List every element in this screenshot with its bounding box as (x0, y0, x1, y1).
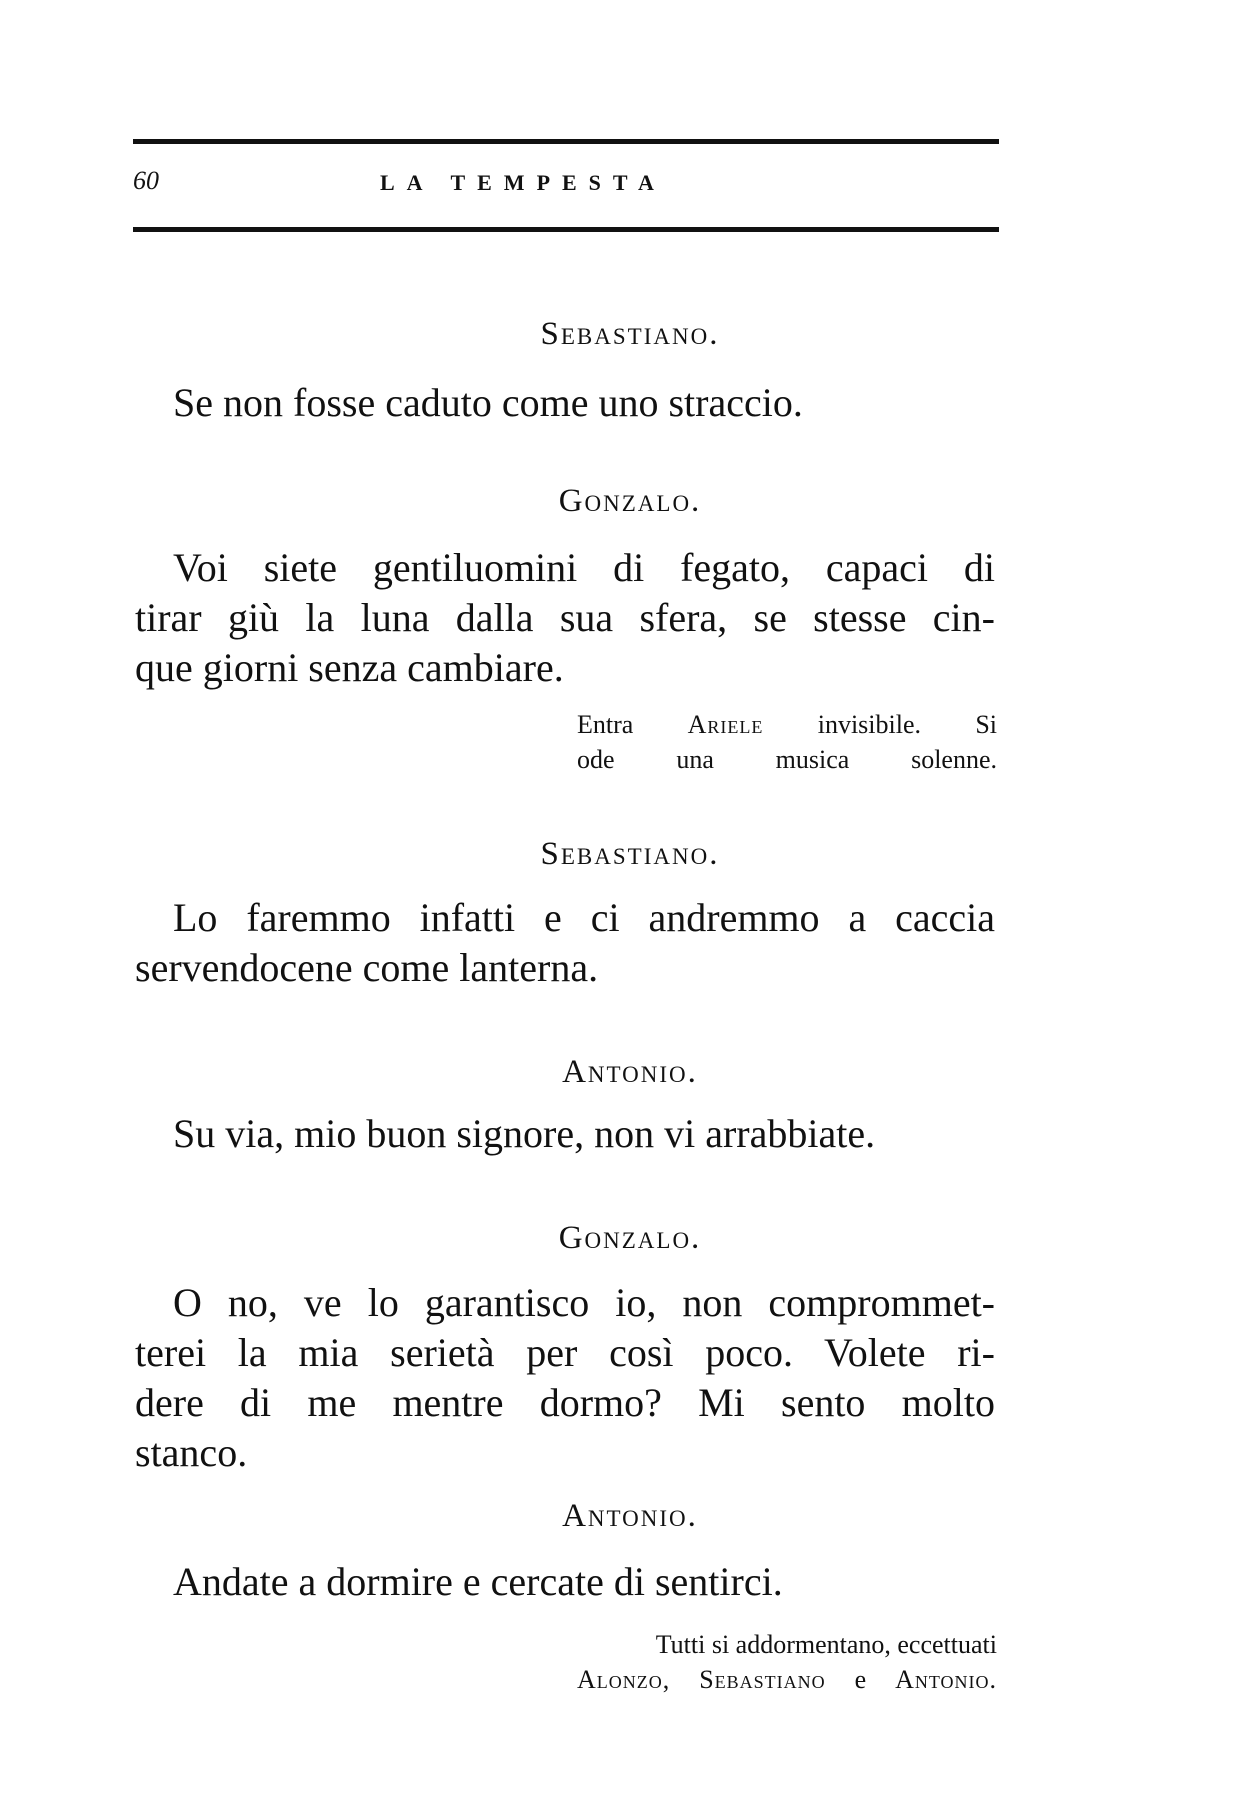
speech-line: Voi siete gentiluomini di fegato, capaci di (173, 545, 995, 590)
speech-line: stanco. (135, 1430, 248, 1475)
speaker-name: Sebastiano. (540, 836, 720, 872)
speech-line: Lo faremmo infatti e ci andremmo a caccia (173, 895, 995, 940)
speaker-name: Sebastiano. (540, 316, 720, 352)
speaker-name: Antonio. (562, 1054, 698, 1090)
speaker-name: Gonzalo. (558, 483, 702, 519)
stage-line: Tutti si addormentano, eccettuati (655, 1630, 997, 1659)
speech-line: O no, ve lo garantisco io, non comprommet- (173, 1280, 995, 1325)
speech (135, 378, 995, 428)
header-rule-top (133, 139, 999, 144)
running-title: LA TEMPESTA (380, 170, 666, 195)
speech-line: terei la mia serietà per così poco. Volete ri- (135, 1330, 995, 1375)
speech (135, 1557, 995, 1607)
stage-line: ode una musica solenne. (577, 745, 997, 774)
stage-direction (577, 707, 997, 777)
speech-line: que giorni senza cambiare. (135, 645, 564, 690)
speech-line: tirar giù la luna dalla sua sfera, se stesse cin- (135, 595, 995, 640)
speech (135, 893, 995, 993)
header-rule-bottom (133, 227, 999, 232)
speech-line: Andate a dormire e cercate di sentirci. (173, 1559, 783, 1604)
speech-line: servendocene come lanterna. (135, 945, 599, 990)
page-number: 60 (133, 166, 159, 195)
speech (135, 1278, 995, 1478)
speech-line: Se non fosse caduto come uno straccio. (173, 380, 803, 425)
speech-line: Su via, mio buon signore, non vi arrabbiate. (173, 1111, 876, 1156)
stage-direction (577, 1627, 997, 1697)
stage-line: Alonzo, Sebastiano e Antonio. (577, 1665, 998, 1694)
speaker-name: Gonzalo. (558, 1220, 702, 1256)
speech (135, 543, 995, 693)
speaker-name: Antonio. (562, 1498, 698, 1534)
speech-line: dere di me mentre dormo? Mi sento molto (135, 1380, 995, 1425)
speech (135, 1109, 995, 1159)
stage-line: Entra Ariele invisibile. Si (577, 710, 998, 739)
